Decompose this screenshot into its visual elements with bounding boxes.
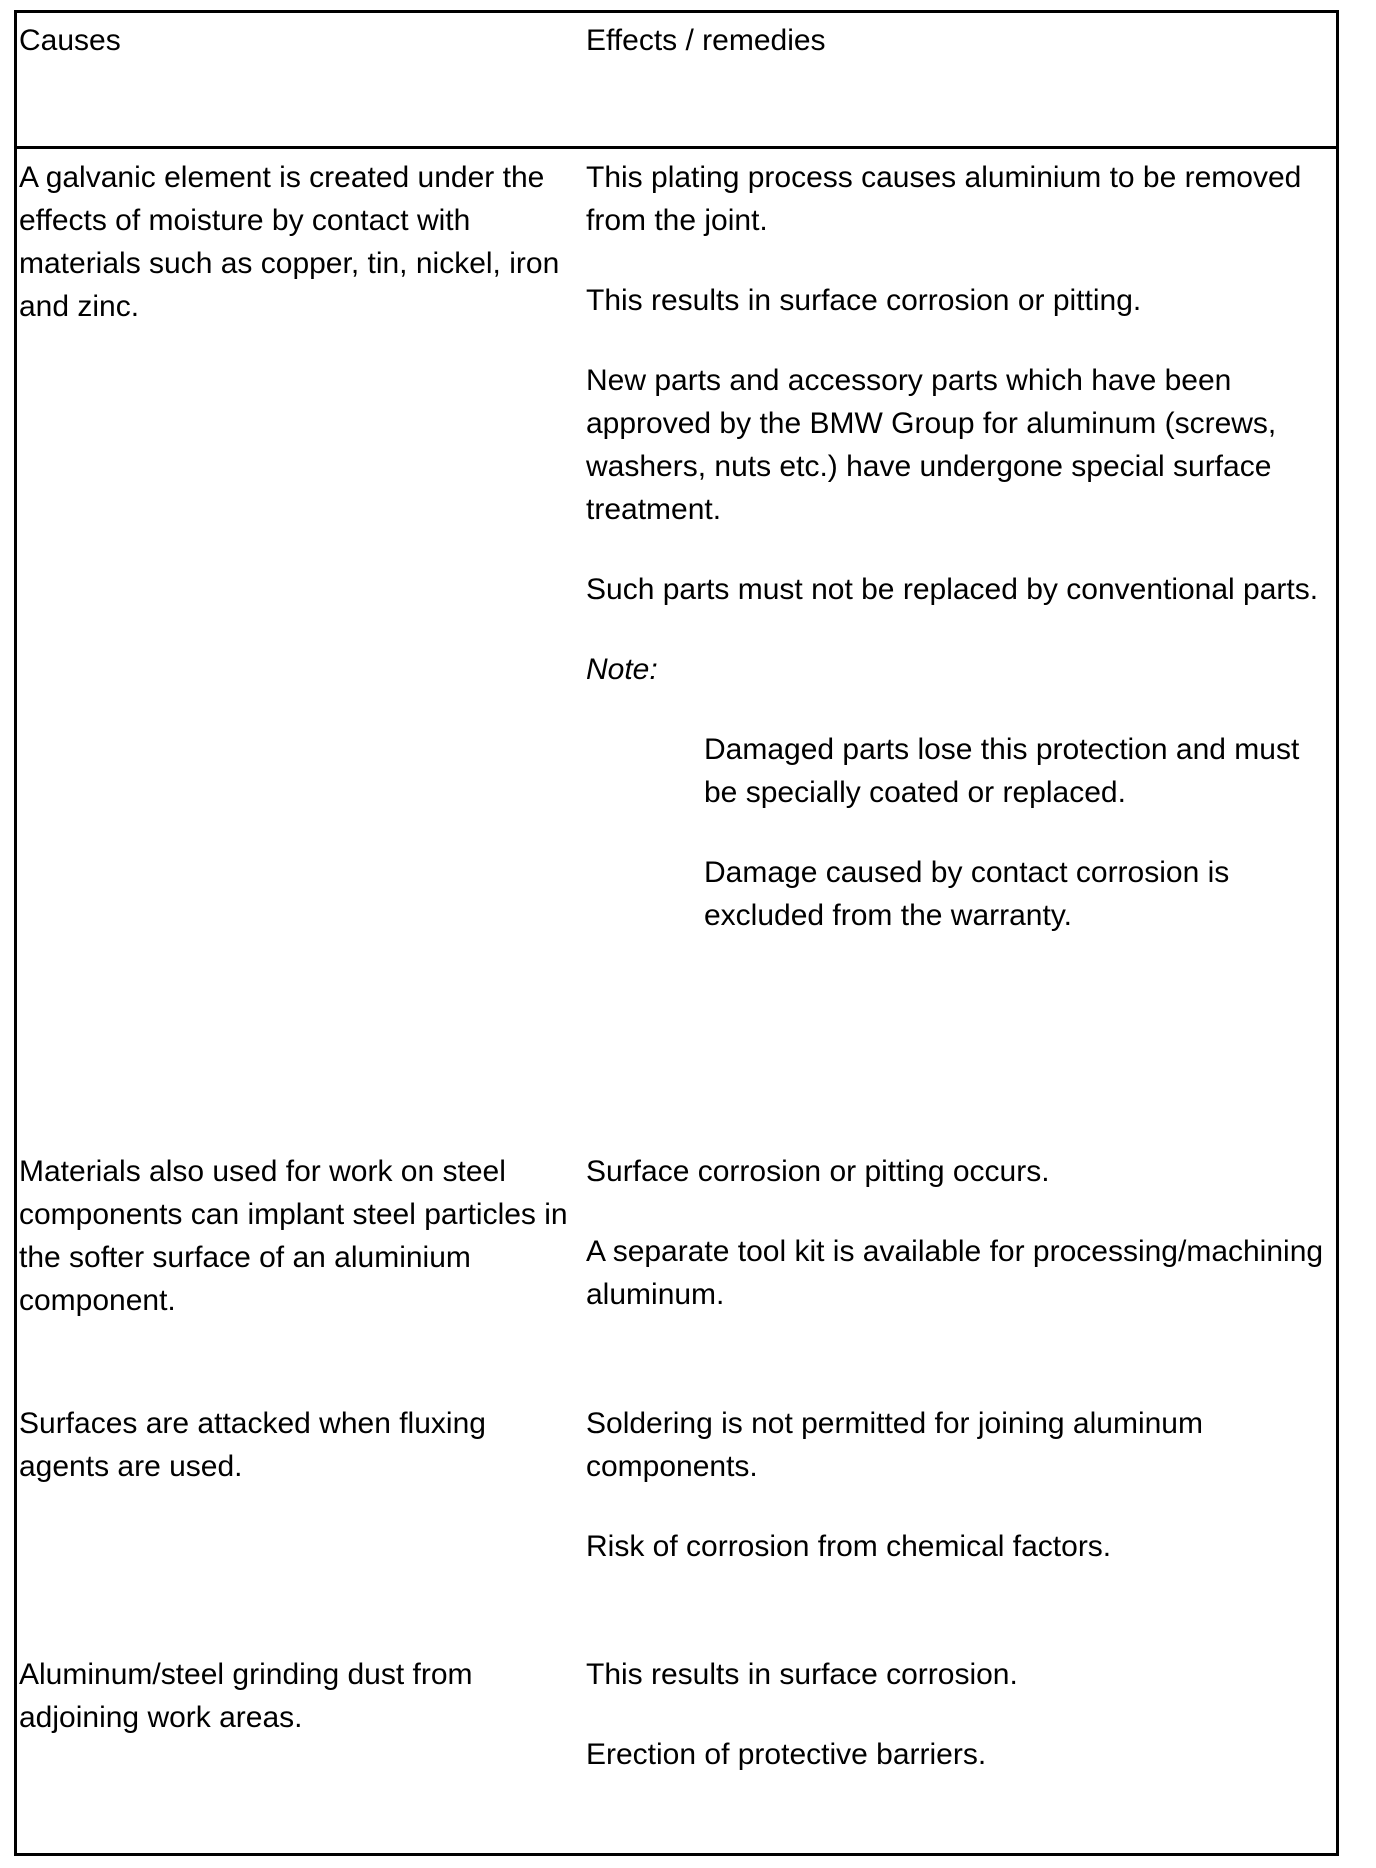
effect-paragraph: This results in surface corrosion. xyxy=(586,1658,1018,1691)
effect-paragraph: Surface corrosion or pitting occurs. xyxy=(586,1155,1050,1188)
effect-paragraph: New parts and accessory parts which have been approved by the BMW Group for aluminum (screws, washers, nuts etc.) have undergone special surface treatment. xyxy=(586,364,1277,526)
table-row-2-cause: Materials also used for work on steel components can implant steel particles in the softer surface of an aluminium component. xyxy=(19,1155,568,1317)
effect-paragraph: Such parts must not be replaced by conventional parts. xyxy=(586,573,1319,606)
causes-header: Causes xyxy=(19,24,121,57)
effect-paragraph: Soldering is not permitted for joining aluminum components. xyxy=(586,1407,1203,1483)
causes-effects-table xyxy=(14,10,1339,1856)
table-row-1-cause: A galvanic element is created under the effects of moisture by contact with materials such as copper, tin, nickel, iron and zinc. xyxy=(19,161,560,323)
note-label: Note: xyxy=(586,653,658,686)
table-row-4-effects xyxy=(586,1653,1338,1776)
effects-header: Effects / remedies xyxy=(586,24,826,57)
table-row-4-cause: Aluminum/steel grinding dust from adjoining work areas. xyxy=(19,1658,473,1734)
effect-paragraph: Risk of corrosion from chemical factors. xyxy=(586,1530,1112,1563)
effect-paragraph: Erection of protective barriers. xyxy=(586,1738,987,1771)
table-row-1-effects xyxy=(586,156,1338,937)
note-item: Damaged parts lose this protection and must be specially coated or replaced. xyxy=(704,733,1300,809)
note-item: Damage caused by contact corrosion is excluded from the warranty. xyxy=(704,856,1230,932)
table-row-3-cause: Surfaces are attacked when fluxing agents are used. xyxy=(19,1407,486,1483)
effect-paragraph: A separate tool kit is available for processing/machining aluminum. xyxy=(586,1235,1324,1311)
effect-paragraph: This results in surface corrosion or pitting. xyxy=(586,284,1142,317)
table-row-3-effects xyxy=(586,1402,1338,1568)
effect-paragraph: This plating process causes aluminium to be removed from the joint. xyxy=(586,161,1302,237)
table-header-row xyxy=(17,13,1336,149)
table-row-2-effects xyxy=(586,1150,1338,1316)
